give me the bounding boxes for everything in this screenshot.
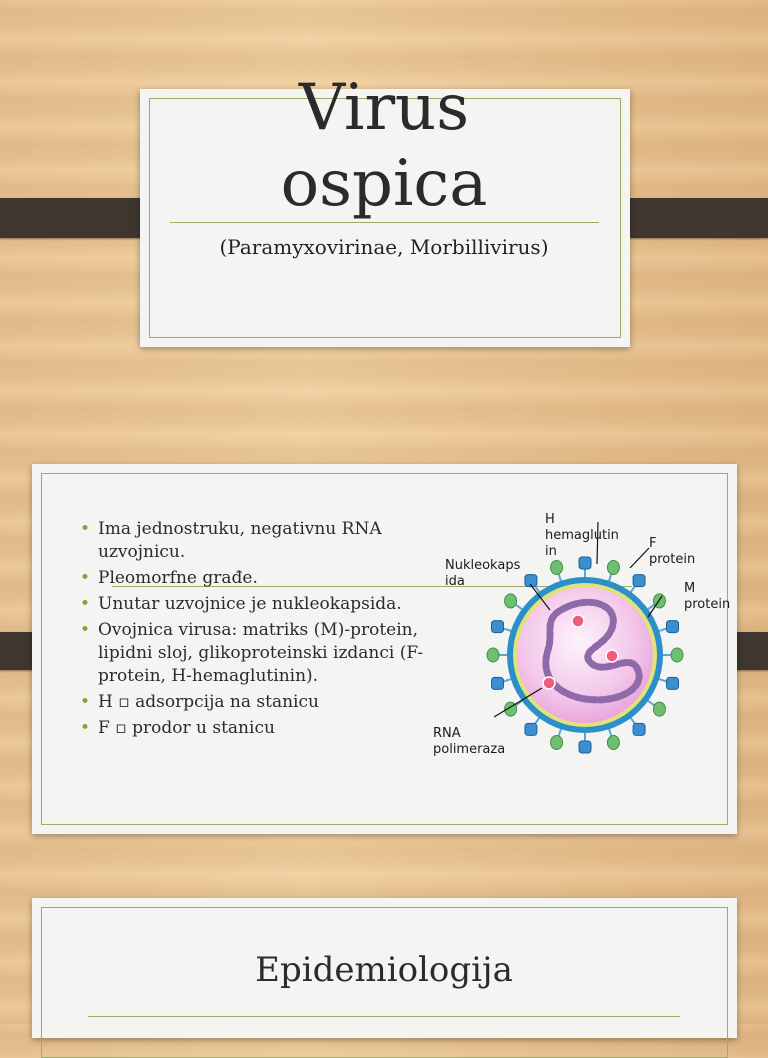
h-protein-spike [492,621,504,633]
bullet-list [80,518,440,743]
f-protein-spike [551,735,563,749]
h-protein-spike [633,575,645,587]
bullet-item: • Ima jednostruku, negativnu RNA uzvojnicu. [80,518,440,564]
bullet-item: • Unutar uzvojnice je nukleokapsida. [80,593,440,616]
label-rna-polimeraza: RNA polimeraza [433,726,506,757]
h-protein-spike [666,677,678,689]
bullet-item: • H ▫ adsorpcija na stanicu [80,691,440,714]
f-protein-spike [653,702,665,716]
epidemiology-title: Epidemiologija [255,950,513,990]
label-h-hemaglutinin: H hemaglutin in [545,512,619,559]
h-protein-spike [633,723,645,735]
f-protein-spike [551,561,563,575]
h-protein-spike [525,723,537,735]
bullet-item: • F ▫ prodor u stanicu [80,717,440,740]
bullet-item: • Ovojnica virusa: matriks (M)-protein, lipidni sloj, glikoproteinski izdanci (F-protein, H-hemaglutinin). [80,619,440,688]
label-nukleokapsida: Nukleokaps ida [445,558,521,589]
f-protein-spike [607,561,619,575]
f-protein-spike [671,648,683,662]
slide-title: Virus ospica [280,71,488,221]
label-m-protein: M protein [684,581,731,612]
title-divider [170,222,599,223]
bullet-item: • Pleomorfne građe. [80,567,440,590]
f-protein-spike [487,648,499,662]
label-f-protein: F protein [649,536,696,567]
h-protein-spike [579,741,591,753]
epidemiology-divider [88,1016,680,1017]
f-protein-spike [505,594,517,608]
h-protein-spike [492,677,504,689]
f-protein-spike [607,735,619,749]
slide-subtitle: (Paramyxovirinae, Morbillivirus) [219,235,549,259]
h-protein-spike [666,621,678,633]
